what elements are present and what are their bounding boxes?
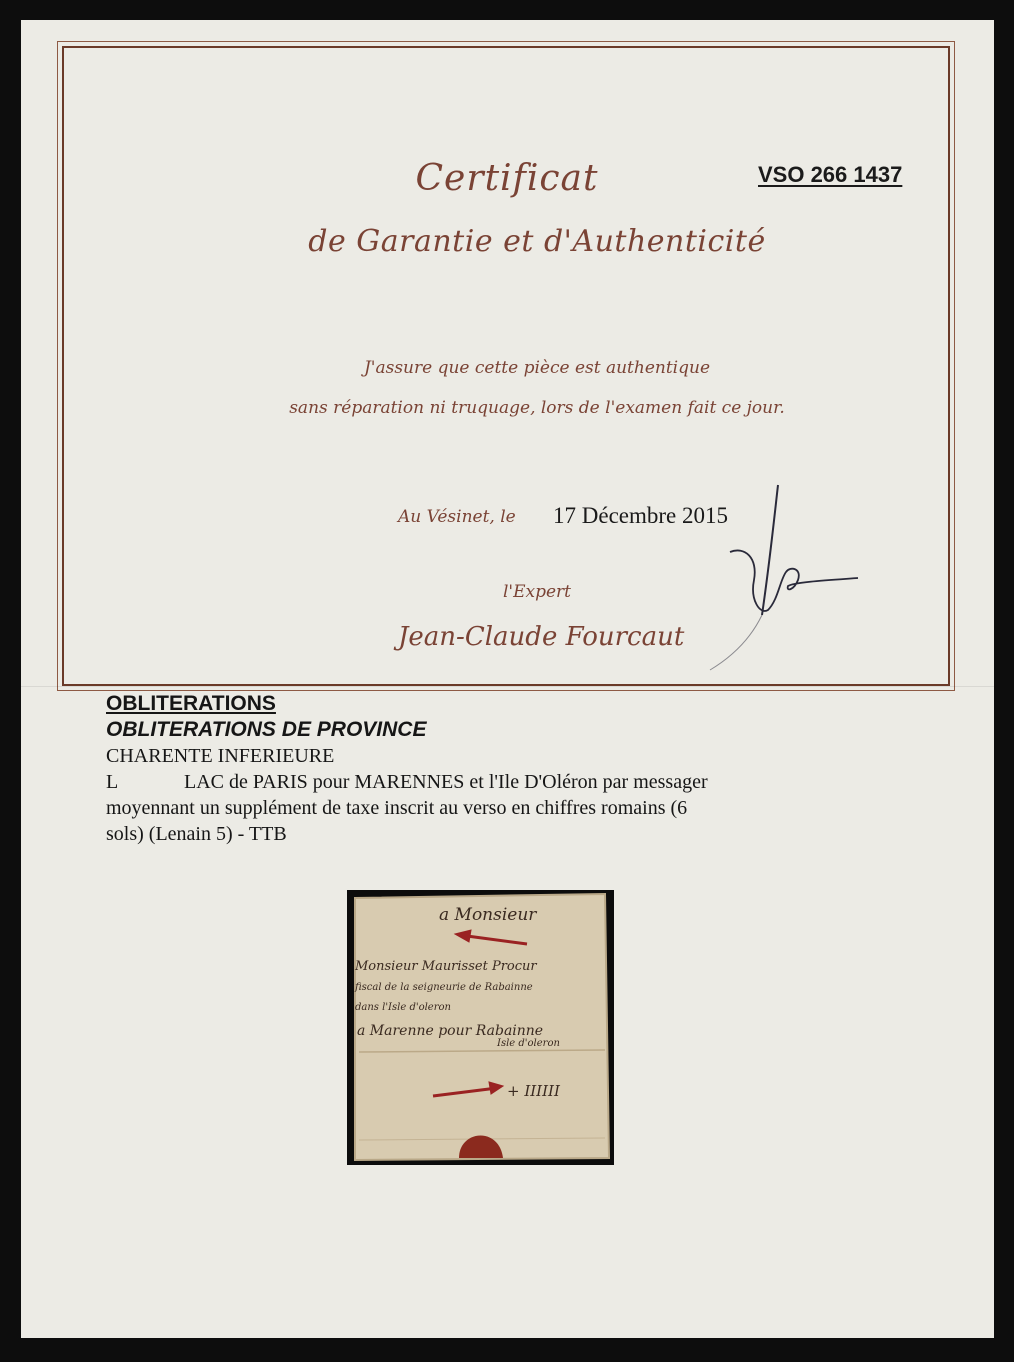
expert-name: Jean-Claude Fourcaut — [398, 622, 685, 652]
letter-photo — [347, 890, 614, 1165]
expert-label: l'Expert — [503, 582, 572, 602]
place-label: Au Vésinet, le — [398, 507, 516, 527]
statement-line-1: J'assure que cette pièce est authentique — [363, 358, 711, 378]
section-subheading: OBLITERATIONS DE PROVINCE — [106, 718, 427, 741]
description-line-3: sols) (Lenain 5) - TTB — [106, 823, 287, 845]
section-heading: OBLITERATIONS — [106, 692, 276, 715]
statement-line-2: sans réparation ni truquage, lors de l'examen fait ce jour. — [289, 398, 785, 418]
description-line-2: moyennant un supplément de taxe inscrit au verso en chiffres romains (6 — [106, 797, 688, 819]
certificate-title: Certificat — [415, 158, 599, 199]
description-line-1: L LAC de PARIS pour MARENNES et l'Ile D'Oléron par messager — [106, 771, 708, 793]
handwriting-line: fiscal de la seigneurie de Rabainne — [355, 982, 533, 993]
handwritten-signature — [690, 480, 870, 680]
handwriting-line: + IIIIII — [507, 1082, 560, 1100]
certificate-subtitle: de Garantie et d'Authenticité — [308, 224, 766, 259]
fold-line — [21, 686, 994, 687]
letter-image — [347, 890, 614, 1165]
reference-number: VSO 266 1437 — [758, 162, 903, 187]
handwriting-line: Monsieur Maurisset Procur — [355, 959, 537, 974]
handwriting-line: a Monsieur — [439, 905, 537, 925]
region-label: CHARENTE INFERIEURE — [106, 745, 335, 767]
lot-description — [106, 691, 876, 847]
handwriting-line: a Marenne pour Rabainne — [357, 1023, 544, 1039]
handwriting-line: dans l'Isle d'oleron — [355, 1002, 451, 1013]
certificate-date: 17 Décembre 2015 — [553, 503, 728, 528]
handwriting-line: Isle d'oleron — [497, 1038, 560, 1049]
lot-code: L — [106, 771, 119, 793]
